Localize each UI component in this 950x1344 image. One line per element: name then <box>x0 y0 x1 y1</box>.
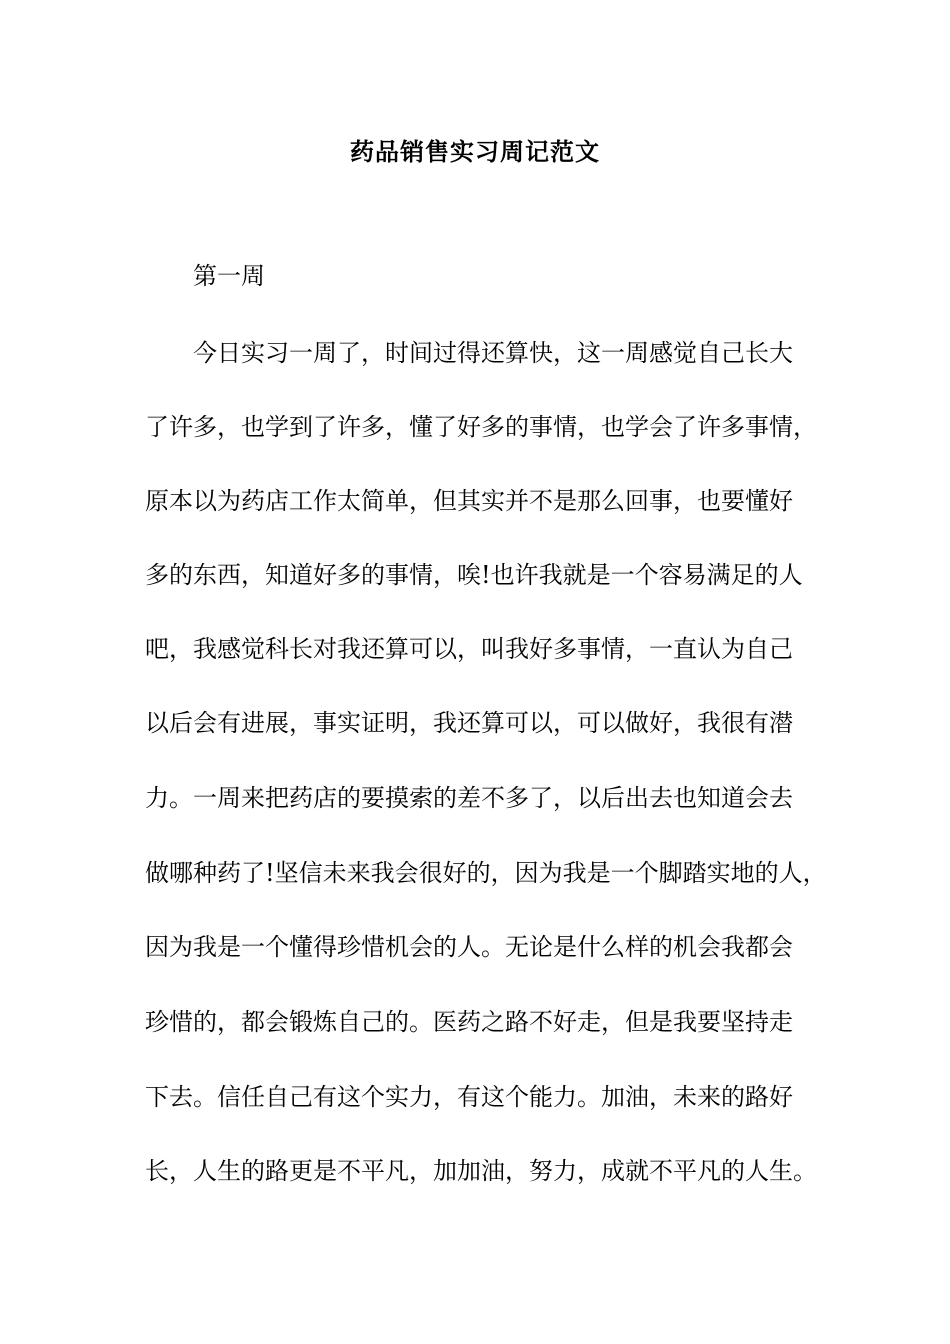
paragraph-line: 下去。信任自己有这个实力，有这个能力。加油，未来的路好 <box>145 1083 793 1111</box>
paragraph-line: 长，人生的路更是不平凡，加加油，努力，成就不平凡的人生。 <box>145 1157 817 1185</box>
paragraph-line: 做哪种药了!坚信未来我会很好的，因为我是一个脚踏实地的人， <box>145 859 827 887</box>
paragraph-line: 今日实习一周了，时间过得还算快，这一周感觉自己长大 <box>193 339 793 367</box>
paragraph-line: 多的东西，知道好多的事情，唉!也许我就是一个容易满足的人 <box>145 561 803 589</box>
paragraph-line: 因为我是一个懂得珍惜机会的人。无论是什么样的机会我都会 <box>145 933 793 961</box>
paragraph-line: 以后会有进展，事实证明，我还算可以，可以做好，我很有潜 <box>145 709 793 737</box>
document-title: 药品销售实习周记范文 <box>350 137 600 166</box>
paragraph-line: 力。一周来把药店的要摸索的差不多了，以后出去也知道会去 <box>145 784 793 812</box>
paragraph-line: 原本以为药店工作太简单，但其实并不是那么回事，也要懂好 <box>145 487 793 515</box>
paragraph-line: 珍惜的，都会锻炼自己的。医药之路不好走，但是我要坚持走 <box>145 1008 793 1036</box>
paragraph-line: 了许多，也学到了许多，懂了好多的事情，也学会了许多事情， <box>145 413 817 441</box>
section-heading: 第一周 <box>193 262 265 290</box>
paragraph-line: 吧，我感觉科长对我还算可以，叫我好多事情，一直认为自己 <box>145 635 793 663</box>
